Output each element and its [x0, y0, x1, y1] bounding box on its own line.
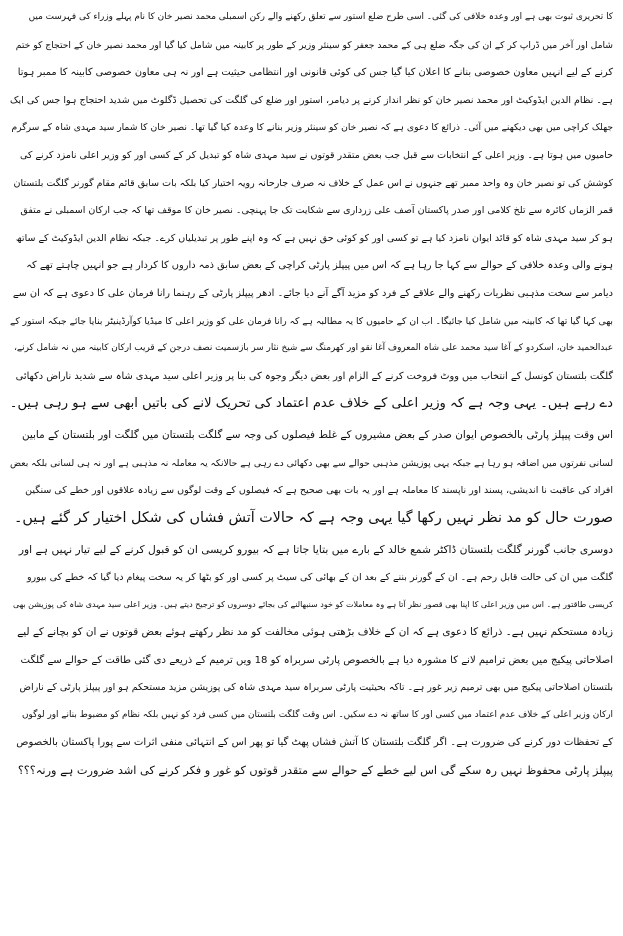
text-line: عبدالحمید خان، اسکردو کے آغا سید محمد علی شاہ المعروف آغا نقو اور کھرمنگ سے شیخ نثار سر بازسمیت نصف درجن کے قریب ارکان کابینہ میں نہ شامل کرنے،	[14, 343, 613, 354]
text-line: کا تحریری ثبوت بھی ہے اور وعدہ خلافی کی گئی۔ اسی طرح ضلع استور سے تعلق رکھنے والے رکن اسمبلی محمد نصیر خان کا نام پہلے وزراء کی فہرست میں	[28, 12, 613, 22]
text-line: کوشش کی تو نصیر خان وہ واحد ممبر تھے جنہوں نے اس عمل کے خلاف نہ صرف جارحانہ رویہ اختیار کیا بلکہ بات سابق قائم مقام گورنر گلگت بلتستان	[13, 177, 613, 189]
article-paragraph-2	[10, 422, 613, 532]
text-line: کرنے کے لیے انہیں معاون خصوصی بنانے کا اعلان کیا گیا جس کی کوئی قانونی اور انتظامی حیثیت ہے اور نہ ہی معاون خصوصی کابینہ کا ممبر ہوتا	[17, 67, 613, 79]
text-line: لسانی نفرتوں میں اضافہ ہو رہا ہے جبکہ یہی پوزیشن مذہبی حوالے سے بھی دکھائی دے رہی ہے حالانکہ یہ معاملہ نہ مذہبی ہے اور نہ ہی لسانی بلکہ بعض	[10, 457, 613, 469]
text-line: ارکان وزیر اعلی کے خلاف عدم اعتماد میں کسی اور کا ساتھ نہ دے سکیں۔ اس وقت گلگت بلتستان میں کسی فرد کو نہیں بلکہ نظام کو مضبوط بنانے اور لوگوں	[22, 709, 613, 720]
text-line: حامیوں میں ہوتا ہے۔ وزیر اعلی کے انتخابات سے قبل جب بعض متقدر قوتوں نے سید مہدی شاہ کو تبدیل کر کے کسی اور کو وزیر اعلی نامزد کرنے کی	[19, 149, 613, 161]
text-line: گلگت بلتستان کونسل کے انتخاب میں ووٹ فروخت کرنے کے الزام اور بعض دیگر وجوہ کی بنا پر وزیر اعلی سید مہدی شاہ سے شدید ناراض دکھائی	[15, 370, 613, 382]
text-line: قمر الزماں کائرہ سے تلخ کلامی اور صدر پاکستان آصف علی زرداری سے شکایت تک جا پہنچی۔ نصیر خان کا موقف تھا کہ جب ارکان اسمبلی نے متفق	[20, 205, 613, 217]
text-line: اس وقت پیپلز پارٹی بالخصوص ایوان صدر کے بعض مشیروں کے غلط فیصلوں کی وجہ سے گلگت بلتستان میں گلگت اور بلتستان کے مابین	[21, 428, 613, 441]
text-line: دیامر سے سخت مذہبی نظریات رکھنے والے علاقے کے فرد کو مزید آگے آنے دیا جائے۔ ادھر پیپلز پارٹی کے رہنما رانا فرمان علی کا دعوی ہے کہ ان سے	[12, 287, 613, 299]
text-line: جھلک کراچی میں بھی دیکھنے میں آئی۔ ذرائع کا دعوی ہے کہ نصیر خان کو سینئر وزیر بنانے کا وعدہ کیا گیا تھا۔ نصیر خان کا شمار سید مہدی شاہ کے سرگرم	[11, 122, 613, 134]
article-paragraph-1	[10, 4, 613, 418]
text-line: بلتستان اصلاحاتی پیکیج میں بھی ترمیم زیر غور ہے۔ تاکہ بحیثیت پارٹی سربراہ سید مہدی شاہ کی پوزیشن مزید مستحکم ہو اور پیپلز پارٹی کے ناراض	[19, 682, 613, 694]
text-line: افراد کی عاقبت نا اندیشی، پسند اور ناپسند کا معاملہ ہے اور یہ بات بھی صحیح ہے کہ فیصلوں کے وقت لوگوں سے زیادہ علاقوں اور خطے کی سنگین	[25, 485, 613, 497]
text-line: ہونے والی وعدہ خلافی کے حوالے سے کہا جا رہا ہے کہ اس میں پیپلز پارٹی کراچی کے بعض سابق ذمہ داروں کا کردار ہے جو انہیں چاہتے تھے کہ	[26, 260, 613, 272]
text-line: اصلاحاتی پیکیج میں بعض ترامیم لانے کا مشورہ دیا ہے بالخصوص پارٹی سربراہ کو 18 ویں ترمیم کے ذریعے دی گئی طاقت کے حوالے سے گلگت	[20, 654, 613, 666]
text-line: کے تحفظات دور کرنے کی ضرورت ہے۔ اگر گلگت بلتستان کا آتش فشاں پھٹ گیا تو پھر اس کے انتہائی منفی اثرات سے پورا پاکستان بالخصوص	[16, 737, 613, 749]
text-line: بھی کہا گیا تھا کہ کابینہ میں شامل کیا جائیگا۔ اب ان کے حامیوں کا یہ مطالبہ ہے کہ رانا فرمان علی کو وزیر اعلی کا میڈیا کوآرڈینیٹر بنایا جائے جبکہ استور کے	[9, 315, 613, 327]
text-line: دوسری جانب گورنر گلگت بلتستان ڈاکٹر شمع خالد کے بارے میں بتایا جاتا ہے کہ بیورو کریسی ان کو قبول کرنے کے لیے تیار نہیں ہے اور	[18, 543, 613, 557]
article-paragraph-3	[10, 536, 613, 784]
text-line: کریسی طاقتور ہے۔ اس میں وزیر اعلی کا اپنا بھی قصور نظر آتا ہے وہ معاملات کو خود سنبھالنے کی بجائے دوسروں کو ترجیح دیتے ہیں۔ وزیر اعلی سید مہدی شاہ کی پوزیشن بھی	[13, 600, 613, 610]
text-line: دے رہے ہیں۔ یہی وجہ ہے کہ وزیر اعلی کے خلاف عدم اعتماد کی تحریک لانے کی باتیں ابھی سے ہو رہی ہیں۔	[9, 396, 613, 412]
text-line: ہے۔ نظام الدین ایڈوکیٹ اور محمد نصیر خان کو نظر انداز کرنے پر دیامر، استور اور ضلع کی گلگت کی تحصیل ڈگلوٹ میں شدید احتجاج ہوا جس کی ایک	[10, 94, 613, 106]
text-line: ہو کر سید مہدی شاہ کو قائد ایوان نامزد کیا ہے تو کسی اور کو کوئی حق نہیں ہے کہ وہ اپنے طور پر تبدیلیاں کرے۔ جبکہ نظام الدین ایڈوکیٹ کے ساتھ	[15, 232, 613, 244]
text-line: زیادہ مستحکم نہیں ہے۔ ذرائع کا دعوی ہے کہ ان کے خلاف بڑھتی ہوئی مخالفت کو مد نظر رکھتے ہوئے بعض قوتوں نے ان کو بچانے کے لیے	[17, 626, 613, 639]
text-line: گلگت میں ان کی حالت قابل رحم ہے۔ ان کے گورنر بننے کے بعد ان کے بھائی کی سیٹ پر کسی اور کو بٹھا کر یہ سخت پیغام دیا گیا کہ خطے کی بیورو	[26, 571, 613, 583]
text-line: صورت حال کو مد نظر نہیں رکھا گیا یہی وجہ ہے کہ حالات آتش فشاں کی شکل اختیار کر گئے ہیں۔	[13, 509, 613, 526]
text-line: پیپلز پارٹی محفوظ نہیں رہ سکے گی اس لیے خطے کے حوالے سے متقدر قوتوں کو غور و فکر کرنے کی اشد ضرورت ہے ورنہ؟؟؟	[17, 764, 613, 778]
text-line: شامل اور آخر میں ڈراپ کر کے ان کی جگہ ضلع ہی کے محمد جعفر کو سینئر وزیر کے طور پر کابینہ میں شامل کیا گیا اور محمد نصیر خان کے احتجاج کو ختم	[15, 39, 613, 51]
